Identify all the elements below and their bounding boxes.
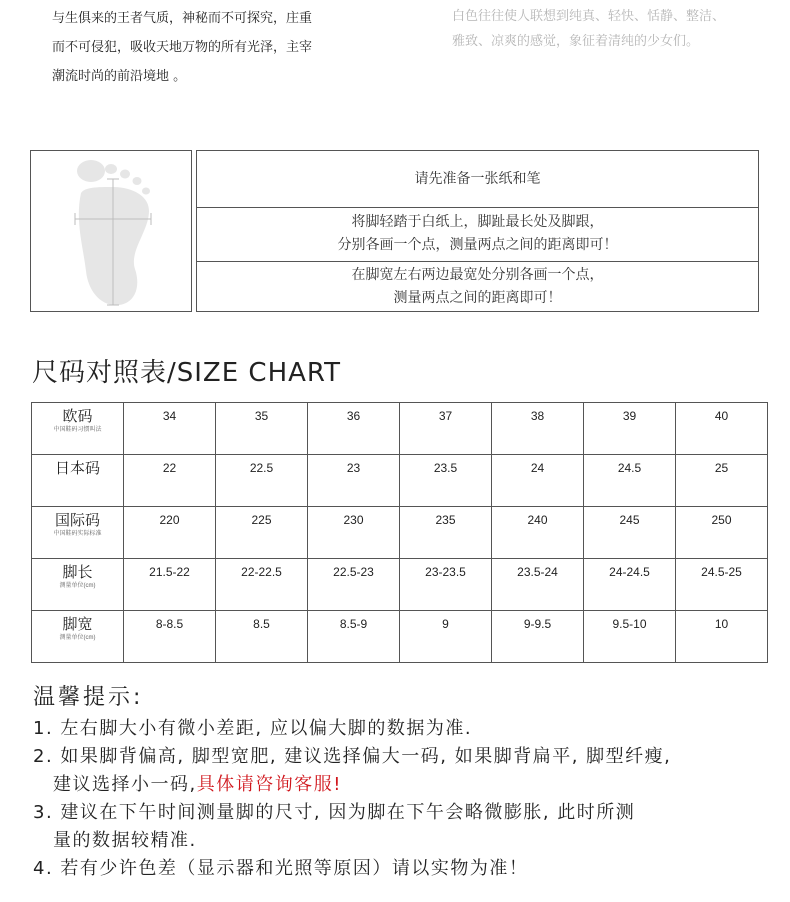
table-cell: 22-22.5 bbox=[216, 559, 308, 611]
table-cell: 23-23.5 bbox=[400, 559, 492, 611]
table-cell: 10 bbox=[676, 611, 768, 663]
footprint-icon bbox=[31, 151, 191, 311]
row-header-name: 脚长 bbox=[62, 564, 93, 581]
row-header bbox=[32, 507, 124, 559]
row-header-sub: 测量单位(cm) bbox=[59, 583, 96, 589]
foot-illustration bbox=[30, 150, 192, 312]
table-cell: 9-9.5 bbox=[492, 611, 584, 663]
table-cell: 8.5 bbox=[216, 611, 308, 663]
measure-guide bbox=[196, 150, 759, 312]
table-row bbox=[32, 403, 768, 455]
table-cell: 40 bbox=[676, 403, 768, 455]
table-cell: 37 bbox=[400, 403, 492, 455]
table-cell: 8-8.5 bbox=[124, 611, 216, 663]
table-row bbox=[32, 559, 768, 611]
size-chart-table bbox=[31, 402, 768, 663]
table-cell: 235 bbox=[400, 507, 492, 559]
table-cell: 25 bbox=[676, 455, 768, 507]
row-header-sub: 测量单位(cm) bbox=[59, 635, 96, 641]
row-header-sub: 中国鞋码习惯叫法 bbox=[53, 427, 102, 433]
table-cell: 22 bbox=[124, 455, 216, 507]
intro-white-description bbox=[452, 4, 772, 54]
row-header-sub: 中国鞋码实际标准 bbox=[53, 531, 102, 537]
guide-text: 测量两点之间的距离即可！ bbox=[393, 290, 562, 306]
table-cell: 39 bbox=[584, 403, 676, 455]
table-row bbox=[32, 611, 768, 663]
intro-black-description bbox=[52, 4, 382, 91]
table-cell: 245 bbox=[584, 507, 676, 559]
table-row bbox=[32, 507, 768, 559]
intro-line: 与生俱来的王者气质，神秘而不可探究，庄重 bbox=[52, 11, 313, 26]
guide-text: 请先准备一张纸和笔 bbox=[414, 170, 541, 187]
table-cell: 23 bbox=[308, 455, 400, 507]
table-cell: 225 bbox=[216, 507, 308, 559]
row-header-name: 脚宽 bbox=[62, 616, 93, 633]
table-cell: 24.5-25 bbox=[676, 559, 768, 611]
guide-step-3 bbox=[197, 261, 758, 313]
contact-service-note: 具体请咨询客服! bbox=[196, 774, 342, 795]
tip-item-continued: 量的数据较精准. bbox=[53, 830, 197, 851]
table-cell: 24-24.5 bbox=[584, 559, 676, 611]
row-header-name: 国际码 bbox=[54, 512, 100, 529]
table-cell: 23.5 bbox=[400, 455, 492, 507]
table-cell: 24 bbox=[492, 455, 584, 507]
tip-item: 2. 如果脚背偏高, 脚型宽肥, 建议选择偏大一码, 如果脚背扁平, 脚型纤瘦, bbox=[33, 746, 672, 767]
guide-text: 在脚宽左右两边最宽处分别各画一个点， bbox=[351, 267, 604, 283]
table-cell: 9.5-10 bbox=[584, 611, 676, 663]
guide-step-1 bbox=[197, 151, 758, 208]
table-cell: 230 bbox=[308, 507, 400, 559]
row-header bbox=[32, 611, 124, 663]
row-header bbox=[32, 455, 124, 507]
intro-line: 而不可侵犯，吸收天地万物的所有光泽，主宰 bbox=[52, 40, 313, 55]
row-header-name: 日本码 bbox=[54, 460, 100, 477]
tips-section bbox=[33, 680, 773, 883]
table-cell: 36 bbox=[308, 403, 400, 455]
table-cell: 34 bbox=[124, 403, 216, 455]
table-cell: 22.5 bbox=[216, 455, 308, 507]
guide-text: 将脚轻踏于白纸上，脚趾最长处及脚跟， bbox=[351, 214, 604, 230]
table-cell: 240 bbox=[492, 507, 584, 559]
tips-title: 温馨提示: bbox=[33, 685, 144, 710]
table-cell: 250 bbox=[676, 507, 768, 559]
size-chart-title: 尺码对照表/SIZE CHART bbox=[32, 358, 341, 388]
table-cell: 21.5-22 bbox=[124, 559, 216, 611]
row-header bbox=[32, 403, 124, 455]
table-cell: 22.5-23 bbox=[308, 559, 400, 611]
tip-text: 建议选择小一码, bbox=[53, 774, 197, 795]
table-cell: 8.5-9 bbox=[308, 611, 400, 663]
guide-step-2 bbox=[197, 207, 758, 262]
tip-item: 3. 建议在下午时间测量脚的尺寸, 因为脚在下午会略微膨胀, 此时所测 bbox=[33, 802, 636, 823]
intro-line: 白色往往使人联想到纯真、轻快、恬静、整洁、 bbox=[452, 9, 726, 24]
tip-item: 1. 左右脚大小有微小差距, 应以偏大脚的数据为准. bbox=[33, 718, 473, 739]
row-header-name: 欧码 bbox=[62, 408, 93, 425]
table-cell: 23.5-24 bbox=[492, 559, 584, 611]
table-cell: 35 bbox=[216, 403, 308, 455]
guide-text: 分别各画一个点，测量两点之间的距离即可！ bbox=[337, 237, 618, 253]
intro-line: 潮流时尚的前沿境地 。 bbox=[52, 69, 187, 84]
table-cell: 220 bbox=[124, 507, 216, 559]
table-cell: 9 bbox=[400, 611, 492, 663]
table-cell: 24.5 bbox=[584, 455, 676, 507]
intro-line: 雅致、凉爽的感觉，象征着清纯的少女们。 bbox=[452, 34, 700, 49]
table-cell: 38 bbox=[492, 403, 584, 455]
row-header bbox=[32, 559, 124, 611]
table-row bbox=[32, 455, 768, 507]
tip-item-continued bbox=[33, 771, 773, 799]
tip-item: 4. 若有少许色差（显示器和光照等原因）请以实物为准！ bbox=[33, 858, 529, 879]
